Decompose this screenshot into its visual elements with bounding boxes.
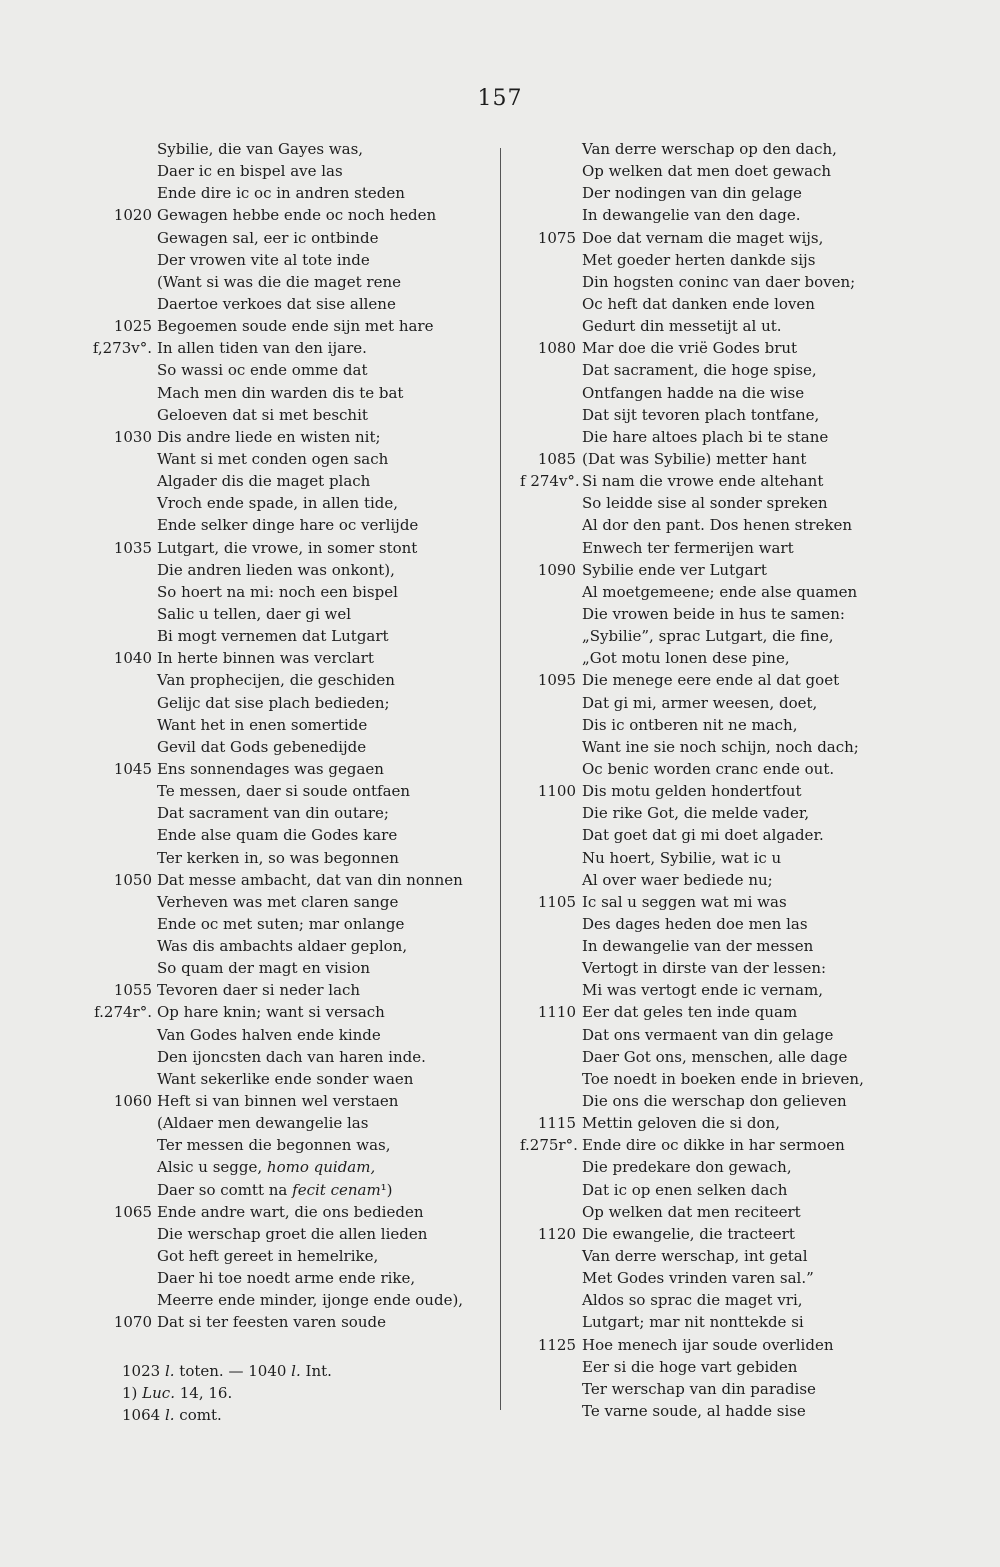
verse-line	[90, 847, 490, 869]
verse-line	[90, 1068, 490, 1090]
verse-text: Die ons die werschap don gelieven	[582, 1092, 847, 1111]
verse-line	[90, 1223, 490, 1245]
verse-line	[520, 979, 980, 1001]
verse-text: Want ine sie noch schijn, noch dach;	[582, 737, 859, 756]
verse-text: Die menege eere ende al dat goet	[582, 671, 840, 690]
verse-text: Die vrowen beide in hus te samen:	[582, 604, 845, 623]
verse-line	[90, 271, 490, 293]
verse-line	[520, 448, 980, 470]
verse-text: Doe dat vernam die maget wijs,	[582, 228, 824, 247]
verse-text: Die hare altoes plach bi te stane	[582, 427, 829, 446]
verse-line	[90, 1024, 490, 1046]
verse-text: Ende oc met suten; mar onlange	[157, 914, 405, 933]
verse-line	[90, 1289, 490, 1311]
verse-text: Ic sal u seggen wat mi was	[582, 892, 787, 911]
verse-line	[520, 470, 980, 492]
verse-text: Der nodingen van din gelage	[582, 184, 802, 203]
verse-text: Oc heft dat danken ende loven	[582, 294, 815, 313]
footnote-abbrev: Luc.	[142, 1384, 175, 1402]
verse-line	[90, 869, 490, 891]
verse-line	[520, 957, 980, 979]
verse-line	[520, 514, 980, 536]
verse-line	[520, 293, 980, 315]
footnote-text: toten. — 1040	[174, 1362, 292, 1380]
verse-line	[90, 824, 490, 846]
verse-text: Toe noedt in boeken ende in brieven,	[582, 1069, 864, 1088]
verse-line	[520, 603, 980, 625]
verse-text: Die werschap groet die allen lieden	[157, 1224, 428, 1243]
verse-line	[90, 581, 490, 603]
verse-line	[90, 780, 490, 802]
verse-text: Ende dire ic oc in andren steden	[157, 184, 405, 203]
verse-text: In dewangelie van den dage.	[582, 206, 801, 225]
verse-text: Eer dat geles ten inde quam	[582, 1003, 798, 1022]
verse-line	[90, 714, 490, 736]
verse-text: „Sybilie”, sprac Lutgart, die fine,	[582, 627, 834, 646]
line-number: 1050	[113, 870, 152, 889]
verse-line	[90, 736, 490, 758]
page-number: 157	[477, 86, 523, 111]
verse-line	[520, 625, 980, 647]
verse-text: Dat gi mi, armer weesen, doet,	[582, 693, 818, 712]
verse-line	[520, 1179, 980, 1201]
verse-text: Sybilie, die van Gayes was,	[157, 140, 364, 158]
verse-line	[520, 1223, 980, 1245]
verse-text: Ter kerken in, so was begonnen	[157, 848, 399, 867]
verse-line	[520, 1378, 980, 1400]
footnote-text: 1)	[122, 1384, 143, 1402]
line-number: 1030	[113, 427, 152, 446]
verse-text: Was dis ambachts aldaer geplon,	[157, 937, 408, 956]
verse-line	[520, 802, 980, 824]
verse-line	[90, 891, 490, 913]
verse-text: Ende alse quam die Godes kare	[157, 826, 398, 845]
verse-line	[90, 1046, 490, 1068]
verse-line	[520, 138, 980, 160]
verse-line	[520, 824, 980, 846]
verse-text: Sybilie ende ver Lutgart	[582, 560, 767, 579]
verse-line	[520, 426, 980, 448]
verse-line	[520, 227, 980, 249]
verse-line	[520, 847, 980, 869]
verse-line	[520, 1356, 980, 1378]
verse-text: So leidde sise al sonder spreken	[582, 494, 828, 513]
line-number: 1025	[113, 317, 152, 336]
verse-text: Vroch ende spade, in allen tide,	[157, 494, 399, 513]
verse-text: Dat messe ambacht, dat van din nonnen	[157, 870, 463, 889]
line-number: f.275r°.	[520, 1136, 578, 1155]
verse-line	[520, 1245, 980, 1267]
verse-line	[520, 1134, 980, 1156]
footnote-abbrev: l.	[291, 1362, 301, 1380]
verse-line	[90, 669, 490, 691]
verse-text: Dat ons vermaent van din gelage	[582, 1025, 834, 1044]
verse-text: Want si met conden ogen sach	[157, 449, 389, 468]
footnote-text: 1064	[122, 1406, 165, 1424]
verse-text: Oc benic worden cranc ende out.	[582, 759, 835, 778]
verse-line	[520, 913, 980, 935]
verse-text: Heft si van binnen wel verstaen	[157, 1092, 399, 1111]
verse-line	[90, 426, 490, 448]
verse-line	[90, 182, 490, 204]
verse-text: Dis andre liede en wisten nit;	[157, 427, 381, 446]
verse-line	[90, 315, 490, 337]
verse-text: Dis ic ontberen nit ne mach,	[582, 715, 798, 734]
verse-line	[90, 1090, 490, 1112]
verse-line	[90, 647, 490, 669]
left-column	[90, 138, 490, 1334]
verse-line	[90, 1001, 490, 1023]
verse-line	[90, 359, 490, 381]
verse-line	[520, 1334, 980, 1356]
verse-line	[90, 1311, 490, 1333]
column-divider	[500, 148, 501, 1410]
verse-text: Ende dire oc dikke in har sermoen	[582, 1136, 845, 1155]
verse-text: In allen tiden van den ijare.	[157, 339, 367, 358]
verse-line	[90, 138, 490, 160]
verse-text: (Want si was die die maget rene	[157, 272, 401, 291]
verse-text: Al moetgemeene; ende alse quamen	[582, 582, 858, 601]
verse-text: Verheven was met claren sange	[157, 892, 399, 911]
verse-line	[520, 537, 980, 559]
verse-line	[520, 1068, 980, 1090]
verse-text: Enwech ter fermerijen wart	[582, 538, 794, 557]
verse-line	[520, 271, 980, 293]
verse-text: Den ijoncsten dach van haren inde.	[157, 1047, 426, 1066]
verse-text: Begoemen soude ende sijn met hare	[157, 317, 434, 336]
verse-line	[520, 736, 980, 758]
verse-line	[520, 1289, 980, 1311]
verse-text: Geloeven dat si met beschit	[157, 405, 368, 424]
line-number: 1100	[537, 782, 576, 801]
verse-line	[90, 1245, 490, 1267]
verse-text: Die rike Got, die melde vader,	[582, 804, 810, 823]
verse-text: Mettin geloven die si don,	[582, 1114, 780, 1133]
verse-line	[520, 204, 980, 226]
verse-line	[520, 337, 980, 359]
verse-line	[520, 249, 980, 271]
verse-line	[90, 160, 490, 182]
verse-text: Ende selker dinge hare oc verlijde	[157, 516, 419, 535]
footnote	[122, 1382, 332, 1404]
verse-line	[520, 581, 980, 603]
verse-line	[90, 514, 490, 536]
verse-text: Dat sacrament, die hoge spise,	[582, 361, 817, 380]
line-number: 1045	[113, 759, 152, 778]
verse-text: Van Godes halven ende kinde	[157, 1025, 381, 1044]
verse-text: Daer so comtt na	[157, 1180, 293, 1199]
verse-line	[520, 1400, 980, 1422]
verse-line	[90, 625, 490, 647]
verse-text: Want sekerlike ende sonder waen	[157, 1069, 414, 1088]
verse-text: Van prophecijen, die geschiden	[157, 671, 395, 690]
verse-text: Want het in enen somertide	[157, 715, 368, 734]
verse-text: Daer hi toe noedt arme ende rike,	[157, 1269, 416, 1288]
verse-text: Gedurt din messetijt al ut.	[582, 317, 782, 336]
verse-line	[90, 979, 490, 1001]
line-number: 1090	[537, 560, 576, 579]
verse-line	[520, 869, 980, 891]
verse-line	[90, 382, 490, 404]
verse-text: Daer Got ons, menschen, alle dage	[582, 1047, 848, 1066]
verse-text: Die predekare don gewach,	[582, 1158, 792, 1177]
verse-line	[520, 1156, 980, 1178]
verse-line	[520, 714, 980, 736]
verse-line	[520, 692, 980, 714]
verse-line	[90, 492, 490, 514]
verse-line	[520, 780, 980, 802]
verse-line	[90, 227, 490, 249]
verse-line	[520, 182, 980, 204]
line-number: 1035	[113, 538, 152, 557]
verse-line	[90, 559, 490, 581]
verse-text: (Dat was Sybilie) metter hant	[582, 449, 807, 468]
verse-text: Tevoren daer si neder lach	[157, 981, 361, 1000]
verse-text: Lutgart; mar nit nonttekde si	[582, 1313, 804, 1332]
verse-text: Ter messen die begonnen was,	[157, 1136, 391, 1155]
verse-text: Mach men din warden dis te bat	[157, 383, 404, 402]
verse-text: Dat sijt tevoren plach tontfane,	[582, 405, 820, 424]
verse-text: Bi mogt vernemen dat Lutgart	[157, 627, 389, 646]
verse-line	[520, 492, 980, 514]
line-number: 1085	[537, 449, 576, 468]
footnote-marker: ¹)	[380, 1180, 393, 1199]
verse-text: Alsic u segge,	[157, 1158, 267, 1177]
verse-line	[90, 249, 490, 271]
verse-text: Aldos so sprac die maget vri,	[582, 1291, 803, 1310]
verse-text: Got heft gereet in hemelrike,	[157, 1247, 379, 1266]
verse-line	[90, 1179, 490, 1201]
verse-line	[520, 935, 980, 957]
verse-text: Dat si ter feesten varen soude	[157, 1313, 386, 1332]
verse-line	[90, 448, 490, 470]
verse-text: Dat sacrament van din outare;	[157, 804, 389, 823]
verse-line	[90, 1134, 490, 1156]
verse-line	[520, 1046, 980, 1068]
verse-line	[520, 647, 980, 669]
verse-text: Op welken dat men reciteert	[582, 1202, 801, 1221]
verse-text: Op welken dat men doet gewach	[582, 162, 832, 181]
verse-line	[520, 359, 980, 381]
line-number: 1055	[113, 981, 152, 1000]
verse-line	[520, 758, 980, 780]
verse-line	[520, 315, 980, 337]
footnote-abbrev: l.	[164, 1406, 175, 1424]
verse-text: Gewagen sal, eer ic ontbinde	[157, 228, 379, 247]
line-number: 1125	[537, 1335, 576, 1354]
latin-citation: fecit cenam	[292, 1180, 381, 1199]
verse-text: Des dages heden doe men las	[582, 914, 808, 933]
verse-text: Vertogt in dirste van der lessen:	[582, 959, 827, 978]
line-number: 1110	[537, 1003, 576, 1022]
verse-text: Din hogsten coninc van daer boven;	[582, 272, 856, 291]
verse-line	[90, 692, 490, 714]
verse-line	[520, 559, 980, 581]
verse-line	[520, 1001, 980, 1023]
verse-text: Der vrowen vite al tote inde	[157, 250, 370, 269]
footnote-text: 14, 16.	[174, 1384, 233, 1402]
verse-text: Al over waer bediede nu;	[582, 870, 773, 889]
line-number: f.274r°.	[94, 1003, 152, 1022]
verse-line	[90, 337, 490, 359]
verse-line	[90, 537, 490, 559]
verse-text: Gevil dat Gods gebenedijde	[157, 737, 367, 756]
verse-line	[520, 891, 980, 913]
footnote	[122, 1360, 332, 1382]
verse-line	[520, 382, 980, 404]
line-number: 1095	[537, 671, 576, 690]
verse-text: Van derre werschap op den dach,	[582, 140, 837, 158]
verse-line	[520, 1024, 980, 1046]
right-column	[520, 138, 980, 1422]
verse-text: Hoe menech ijar soude overliden	[582, 1335, 834, 1354]
line-number: 1070	[113, 1313, 152, 1332]
line-number: 1120	[537, 1224, 576, 1243]
verse-line	[520, 1201, 980, 1223]
line-number: 1075	[537, 228, 576, 247]
verse-text: Gewagen hebbe ende oc noch heden	[157, 206, 437, 225]
verse-text: So quam der magt en vision	[157, 959, 371, 978]
verse-text: Dat ic op enen selken dach	[582, 1180, 788, 1199]
verse-text: Gelijc dat sise plach bedieden;	[157, 693, 390, 712]
footnote-text: Int.	[300, 1362, 332, 1380]
verse-text: Met goeder herten dankde sijs	[582, 250, 816, 269]
footnote	[122, 1404, 332, 1426]
verse-text: Ens sonnendages was gegaen	[157, 759, 384, 778]
verse-text: Nu hoert, Sybilie, wat ic u	[582, 848, 782, 867]
verse-line	[520, 1090, 980, 1112]
verse-text: Daer ic en bispel ave las	[157, 162, 343, 181]
verse-text: Lutgart, die vrowe, in somer stont	[157, 538, 418, 557]
verse-text: So wassi oc ende omme dat	[157, 361, 368, 380]
verse-line	[90, 1201, 490, 1223]
line-number: 1080	[537, 339, 576, 358]
line-number: 1065	[113, 1202, 152, 1221]
line-number: f,273v°.	[92, 339, 152, 358]
line-number: 1040	[113, 649, 152, 668]
verse-text: Daertoe verkoes dat sise allene	[157, 294, 396, 313]
verse-line	[90, 1112, 490, 1134]
verse-text: Met Godes vrinden varen sal.”	[582, 1269, 814, 1288]
verse-text: Mi was vertogt ende ic vernam,	[582, 981, 824, 1000]
verse-line	[520, 1267, 980, 1289]
verse-text: „Got motu lonen dese pine,	[582, 649, 790, 668]
verse-text: Te varne soude, al hadde sise	[582, 1402, 806, 1421]
verse-line	[520, 1112, 980, 1134]
verse-line	[90, 603, 490, 625]
verse-text: Al dor den pant. Dos henen streken	[582, 516, 853, 535]
latin-citation: homo quidam,	[266, 1158, 376, 1177]
verse-text: Salic u tellen, daer gi wel	[157, 604, 352, 623]
verse-text: Eer si die hoge vart gebiden	[582, 1357, 798, 1376]
verse-text: Ter werschap van din paradise	[582, 1379, 816, 1398]
line-number: 1115	[537, 1114, 576, 1133]
line-number: 1020	[113, 206, 152, 225]
verse-text: Ende andre wart, die ons bedieden	[157, 1202, 424, 1221]
verse-line	[90, 470, 490, 492]
verse-text: Te messen, daer si soude ontfaen	[157, 782, 411, 801]
verse-text: Op hare knin; want si versach	[157, 1003, 385, 1022]
verse-text: In dewangelie van der messen	[582, 937, 814, 956]
verse-line	[90, 802, 490, 824]
verse-line	[90, 957, 490, 979]
verse-line	[520, 1311, 980, 1333]
verse-line	[520, 669, 980, 691]
footnote-text: comt.	[174, 1406, 222, 1424]
verse-text: Dat goet dat gi mi doet algader.	[582, 826, 824, 845]
verse-text: Dis motu gelden hondertfout	[582, 782, 802, 801]
verse-text: Die andren lieden was onkont),	[157, 560, 395, 579]
verse-line	[520, 160, 980, 182]
verse-text: (Aldaer men dewangelie las	[157, 1114, 369, 1133]
verse-line	[90, 913, 490, 935]
verse-text: Van derre werschap, int getal	[582, 1247, 808, 1266]
verse-line	[90, 404, 490, 426]
verse-line	[90, 1267, 490, 1289]
verse-text: Si nam die vrowe ende altehant	[582, 472, 824, 491]
verse-text: Algader dis die maget plach	[157, 472, 371, 491]
line-number: f 274v°.	[520, 472, 580, 491]
verse-line	[90, 935, 490, 957]
verse-line	[90, 204, 490, 226]
verse-line	[520, 404, 980, 426]
footnotes	[122, 1360, 332, 1426]
verse-text: Ontfangen hadde na die wise	[582, 383, 805, 402]
footnote-abbrev: l.	[164, 1362, 175, 1380]
line-number: 1060	[113, 1092, 152, 1111]
verse-line	[90, 758, 490, 780]
verse-text: So hoert na mi: noch een bispel	[157, 582, 398, 601]
verse-line	[90, 293, 490, 315]
line-number: 1105	[537, 892, 576, 911]
verse-text: Mar doe die vrië Godes brut	[582, 339, 798, 358]
verse-text: In herte binnen was verclart	[157, 649, 374, 668]
verse-text: Meerre ende minder, ijonge ende oude),	[157, 1291, 464, 1310]
verse-text: Die ewangelie, die tracteert	[582, 1224, 795, 1243]
footnote-text: 1023	[122, 1362, 165, 1380]
verse-line	[90, 1156, 490, 1178]
